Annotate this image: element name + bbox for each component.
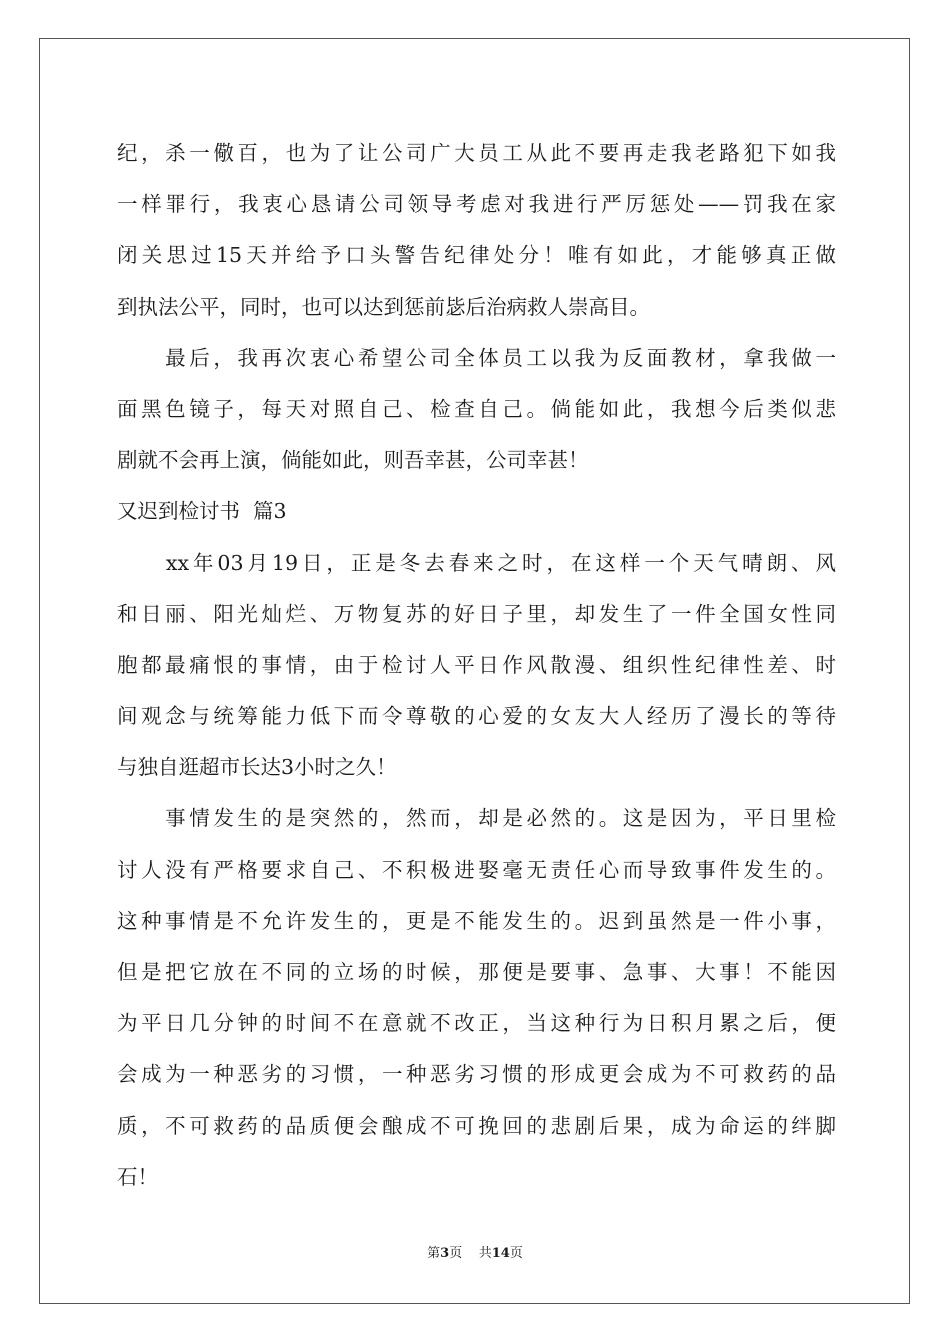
text-line: 间观念与统筹能力低下而令尊敬的心爱的女友大人经历了漫长的等待	[117, 704, 836, 729]
text-line: 最后，我再次衷心希望公司全体员工以我为反面教材，拿我做一	[117, 345, 836, 370]
text-line: xx年03月19日，正是冬去春来之时，在这样一个天气晴朗、风	[117, 550, 836, 575]
text-line: 但是把它放在不同的立场的时候，那便是要事、急事、大事！不能因	[117, 960, 836, 984]
text-line: 事情发生的是突然的，然而，却是必然的。这是因为，平日里检	[117, 806, 836, 831]
document-body	[117, 128, 836, 1203]
text-line: 为平日几分钟的时间不在意就不改正，当这种行为日积月累之后，便	[117, 1011, 836, 1036]
text-line: 纪，杀一儆百，也为了让公司广大员工从此不要再走我老路犯下如我	[117, 141, 836, 165]
text-line: 会成为一种恶劣的习惯，一种恶劣习惯的形成更会成为不可救药的品	[117, 1062, 836, 1087]
total-pages: 14	[491, 1246, 510, 1261]
total-prefix: 共	[478, 1246, 492, 1261]
total-suffix: 页	[509, 1246, 523, 1261]
section-heading: 又迟到检讨书 篇3	[117, 499, 287, 524]
page-footer	[0, 1244, 950, 1264]
text-line: 面黑色镜子，每天对照自己、检查自己。倘能如此，我想今后类似悲	[117, 396, 836, 421]
text-line: 到执法公平，同时，也可以达到惩前毖后治病救人崇高目。	[117, 294, 650, 319]
text-line: 讨人没有严格要求自己、不积极进娶毫无责任心而导致事件发生的。	[117, 857, 836, 882]
text-line: 与独自逛超市长达3小时之久！	[117, 755, 397, 780]
text-line: 剧就不会再上演，倘能如此，则吾幸甚，公司幸甚！	[117, 448, 589, 473]
text-line: 和日丽、阳光灿烂、万物复苏的好日子里，却发生了一件全国女性同	[117, 601, 836, 626]
text-line: 一样罪行，我衷心恳请公司领导考虑对我进行严厉惩处——罚我在家	[117, 192, 836, 217]
page-suffix: 页	[449, 1246, 463, 1261]
page-number: 3	[440, 1246, 450, 1261]
text-line: 这种事情是不允许发生的，更是不能发生的。迟到虽然是一件小事，	[117, 908, 836, 933]
text-line: 石！	[117, 1164, 158, 1189]
text-line: 质，不可救药的品质便会酿成不可挽回的悲剧后果，成为命运的绊脚	[117, 1113, 836, 1138]
page-prefix: 第	[427, 1246, 441, 1261]
text-line: 胞都最痛恨的事情，由于检讨人平日作风散漫、组织性纪律性差、时	[117, 652, 836, 677]
text-line: 闭关思过15天并给予口头警告纪律处分！唯有如此，才能够真正做	[117, 243, 836, 268]
